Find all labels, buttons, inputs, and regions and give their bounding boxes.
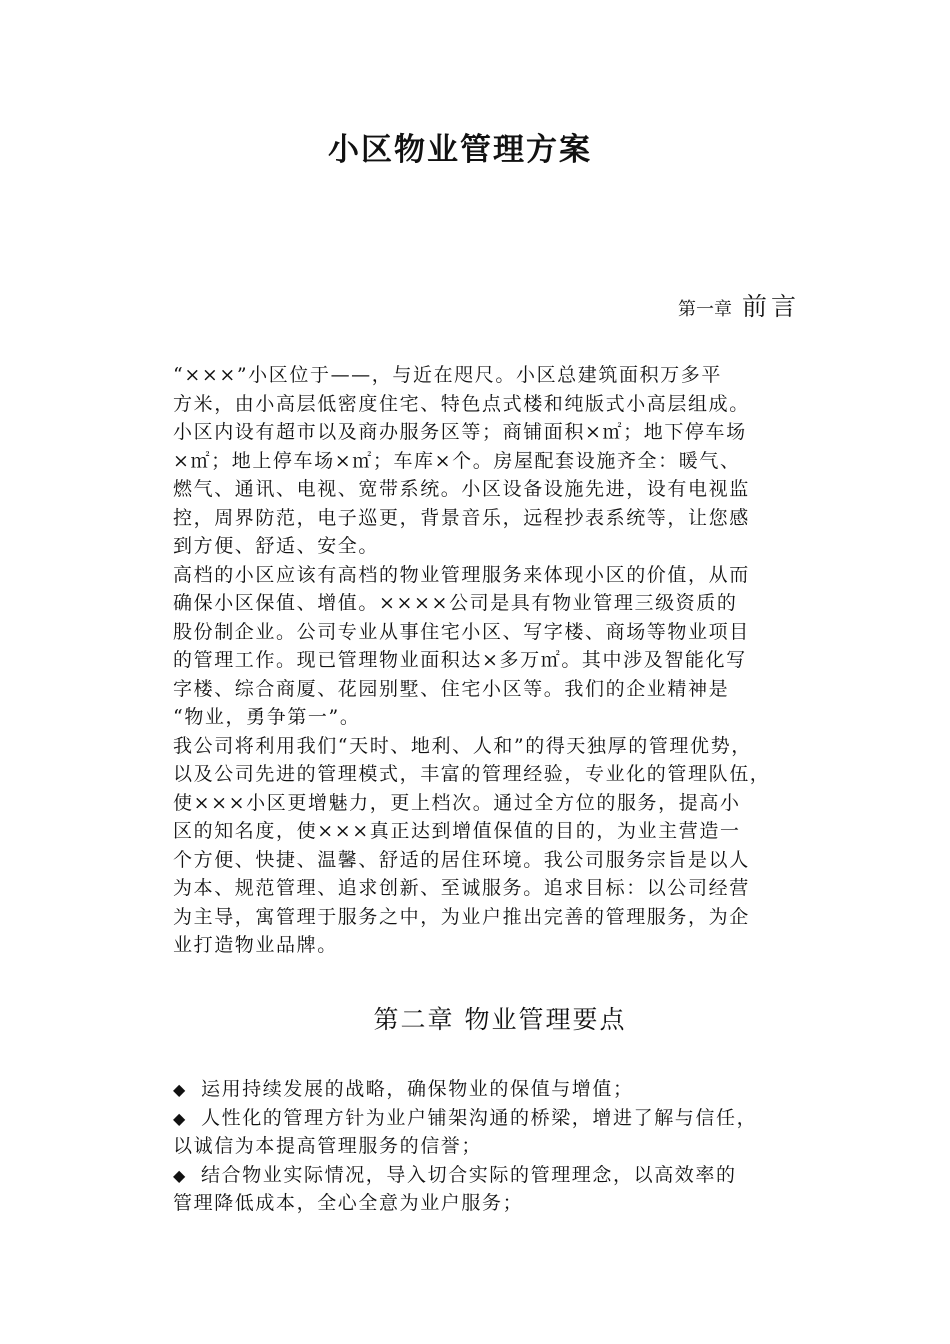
key-point-continuation: 管理降低成本，全心全意为业户服务； — [173, 1192, 524, 1214]
document-title: 小区物业管理方案 — [328, 132, 592, 168]
key-points-list — [173, 1075, 823, 1218]
chapter-1-heading — [678, 290, 800, 327]
intro-line: 业打造物业品牌。 — [173, 934, 338, 956]
key-point-text: 运用持续发展的战略，确保物业的保值与增值； — [201, 1078, 634, 1100]
intro-line: “×××”小区位于——，与近在咫尺。小区总建筑面积万多平 — [173, 364, 722, 386]
key-point-item — [173, 1075, 823, 1104]
intro-line: 为主导，寓管理于服务之中，为业户推出完善的管理服务，为企 — [173, 905, 750, 928]
chapter-1-label: 第一章 — [677, 299, 732, 320]
intro-line: 的管理工作。现已管理物业面积达×多万㎡。其中涉及智能化写 — [173, 649, 747, 671]
key-point-continuation: 以诚信为本提高管理服务的信誉； — [173, 1135, 483, 1157]
chapter-1-name: 前言 — [741, 292, 800, 321]
intro-line: 确保小区保值、增值。××××公司是具有物业管理三级资质的 — [173, 592, 738, 614]
key-point-text: 结合物业实际情况，导入切合实际的管理理念，以高效率的 — [201, 1163, 737, 1186]
diamond-bullet-icon: ◆ — [173, 1080, 187, 1099]
intro-line: 小区内设有超市以及商办服务区等；商铺面积×㎡；地下停车场 — [173, 421, 747, 443]
intro-line: 高档的小区应该有高档的物业管理服务来体现小区的价值，从而 — [173, 563, 750, 586]
key-point-text: 人性化的管理方针为业户铺架沟通的桥梁，增进了解与信任， — [201, 1106, 758, 1129]
intro-line: 燃气、通讯、电视、宽带系统。小区设备设施先进，设有电视监 — [173, 478, 750, 500]
diamond-bullet-icon: ◆ — [173, 1108, 187, 1128]
diamond-bullet-icon: ◆ — [173, 1165, 187, 1185]
intro-line: 为本、规范管理、追求创新、至诚服务。追求目标：以公司经营 — [173, 877, 750, 899]
intro-line: 控，周界防范，电子巡更，背景音乐，远程抄表系统等，让您感 — [173, 506, 750, 529]
key-point-item — [173, 1161, 823, 1190]
intro-line: “物业，勇争第一”。 — [173, 706, 361, 728]
intro-line: 我公司将利用我们“天时、地利、人和”的得天独厚的管理优势， — [173, 734, 752, 757]
intro-line: 个方便、快捷、温馨、舒适的居住环境。我公司服务宗旨是以人 — [173, 848, 750, 871]
intro-line: 股份制企业。公司专业从事住宅小区、写字楼、商场等物业项目 — [173, 620, 750, 643]
chapter-2-heading: 第二章 物业管理要点 — [373, 1005, 627, 1034]
intro-line: 字楼、综合商厦、花园别墅、住宅小区等。我们的企业精神是 — [173, 677, 730, 700]
intro-line: 区的知名度，使×××真正达到增值保值的目的，为业主营造一 — [173, 820, 741, 842]
intro-line: 方米，由小高层低密度住宅、特色点式楼和纯版式小高层组成。 — [173, 392, 750, 415]
intro-line: 使×××小区更增魅力，更上档次。通过全方位的服务，提高小 — [173, 791, 741, 814]
key-point-item — [173, 1104, 823, 1133]
intro-line: 以及公司先进的管理模式，丰富的管理经验，专业化的管理队伍， — [173, 763, 771, 785]
intro-line: 到方便、舒适、安全。 — [173, 535, 380, 557]
intro-line: ×㎡；地上停车场×㎡；车库×个。房屋配套设施齐全：暖气、 — [173, 449, 741, 472]
intro-section — [173, 361, 823, 960]
